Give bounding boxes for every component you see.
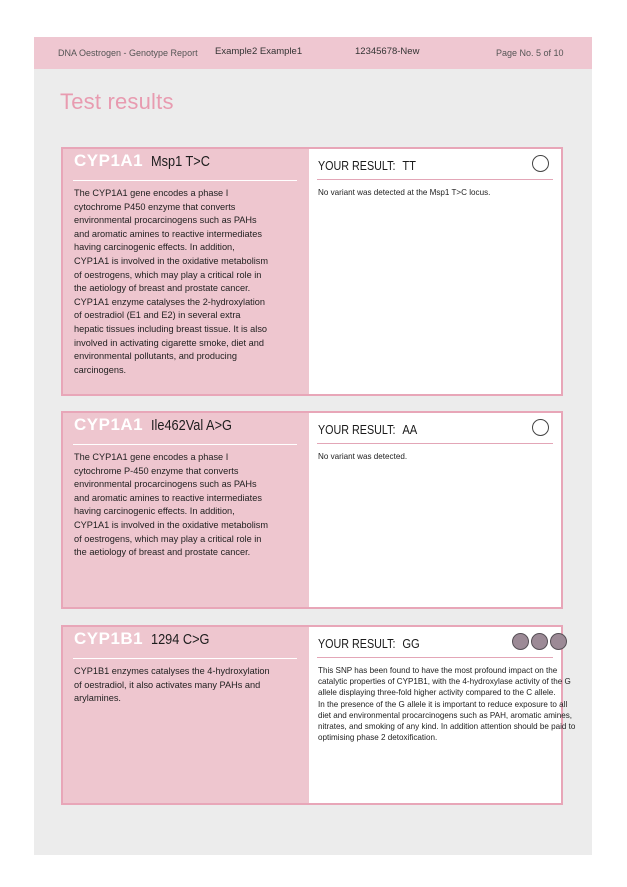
gene-heading: [74, 415, 246, 435]
filled-circle-icon: [512, 633, 529, 650]
empty-circle-icon: [532, 155, 549, 172]
filled-circle-icon: [550, 633, 567, 650]
result-explanation: [318, 451, 580, 462]
risk-indicator: [510, 633, 567, 651]
divider: [317, 443, 553, 444]
filled-circle-icon: [531, 633, 548, 650]
genotype-value: TT: [402, 158, 417, 173]
gene-name: CYP1B1: [74, 629, 144, 648]
page-number: Page No. 5 of 10: [496, 48, 564, 58]
risk-indicator: [530, 155, 549, 173]
result-paragraph: No variant was detected at the Msp1 T>C locus.: [318, 188, 491, 197]
page-title: Test results: [60, 89, 174, 114]
result-card-cyp1b1-1294: [61, 625, 576, 805]
divider: [73, 658, 297, 659]
genotype-value: AA: [402, 422, 418, 437]
result-explanation: [318, 665, 580, 743]
snp-name: Ile462Val A>G: [151, 417, 233, 434]
genotype-value: GG: [402, 636, 420, 651]
client-id: 12345678-New: [355, 46, 420, 57]
result-card-cyp1a1-ile462val: [61, 411, 563, 609]
snp-name: Msp1 T>C: [151, 153, 211, 170]
risk-indicator: [530, 419, 549, 437]
gene-description: The CYP1A1 gene encodes a phase I cytochrome P450 enzyme that converts environmental procarcinogens such as PAHs and aromatic amines to reactive intermediates having carcinogenic effects. In addition, CYP1A1 is involved in the oxidative metabolism of oestrogens, which may play a critical role in the aetiology of breast and prostate cancer. CYP1A1 enzyme catalyses the 2-hydroxylation of oestradiol (E1 and E2) in several extra hepatic tissues including breast tissue. It is also involved in activating cigarette smoke, diet and environmental pollutants, and producing carcinogens.: [74, 188, 269, 375]
gene-heading: [74, 629, 220, 649]
your-result: [318, 422, 417, 437]
gene-heading: [74, 151, 220, 171]
result-paragraph: No variant was detected.: [318, 452, 408, 461]
report-title: DNA Oestrogen - Genotype Report: [58, 48, 198, 58]
result-label: YOUR RESULT:: [318, 637, 396, 651]
result-explanation: [318, 187, 580, 198]
gene-info-panel: [63, 627, 309, 803]
divider: [73, 180, 297, 181]
result-paragraph: This SNP has been found to have the most profound impact on the catalytic properties of CYP1B1, with the 4-hydroxylase activity of the G allele displaying three-fold higher activity compared to the C allele.: [318, 666, 571, 698]
empty-circle-icon: [532, 419, 549, 436]
gene-info-panel: [63, 149, 309, 394]
result-panel: [311, 149, 561, 394]
result-panel: [311, 627, 576, 803]
snp-name: 1294 C>G: [151, 631, 210, 648]
result-label: YOUR RESULT:: [318, 423, 396, 437]
divider: [317, 657, 553, 658]
result-paragraph: In the presence of the G allele it is important to reduce exposure to all diet and environmental procarcinogens such as PAH, aromatic amines, nitrates, and smoking of any kind. In addition attention should be paid to optimising phase 2 detoxification.: [318, 699, 576, 743]
gene-description: The CYP1A1 gene encodes a phase I cytochrome P-450 enzyme that converts environmental procarcinogens such as PAHs and aromatic amines to reactive intermediates having carcinogenic effects. In addition, CYP1A1 is involved in the oxidative metabolism of oestrogens, which may play a critical role in the aetiology of breast and prostate cancer.: [74, 452, 269, 558]
gene-description: CYP1B1 enzymes catalyses the 4-hydroxylation of oestradiol, it also activates many PAHs and arylamines.: [74, 666, 270, 704]
result-panel: [311, 413, 561, 607]
gene-name: CYP1A1: [74, 151, 144, 170]
gene-info-panel: [63, 413, 309, 607]
your-result: [318, 636, 420, 651]
divider: [317, 179, 553, 180]
page-header: [34, 37, 592, 69]
result-label: YOUR RESULT:: [318, 159, 396, 173]
report-page: [34, 37, 592, 855]
result-card-cyp1a1-msp1: [61, 147, 563, 396]
gene-name: CYP1A1: [74, 415, 144, 434]
client-name: Example2 Example1: [215, 46, 303, 57]
divider: [73, 444, 297, 445]
your-result: [318, 158, 416, 173]
